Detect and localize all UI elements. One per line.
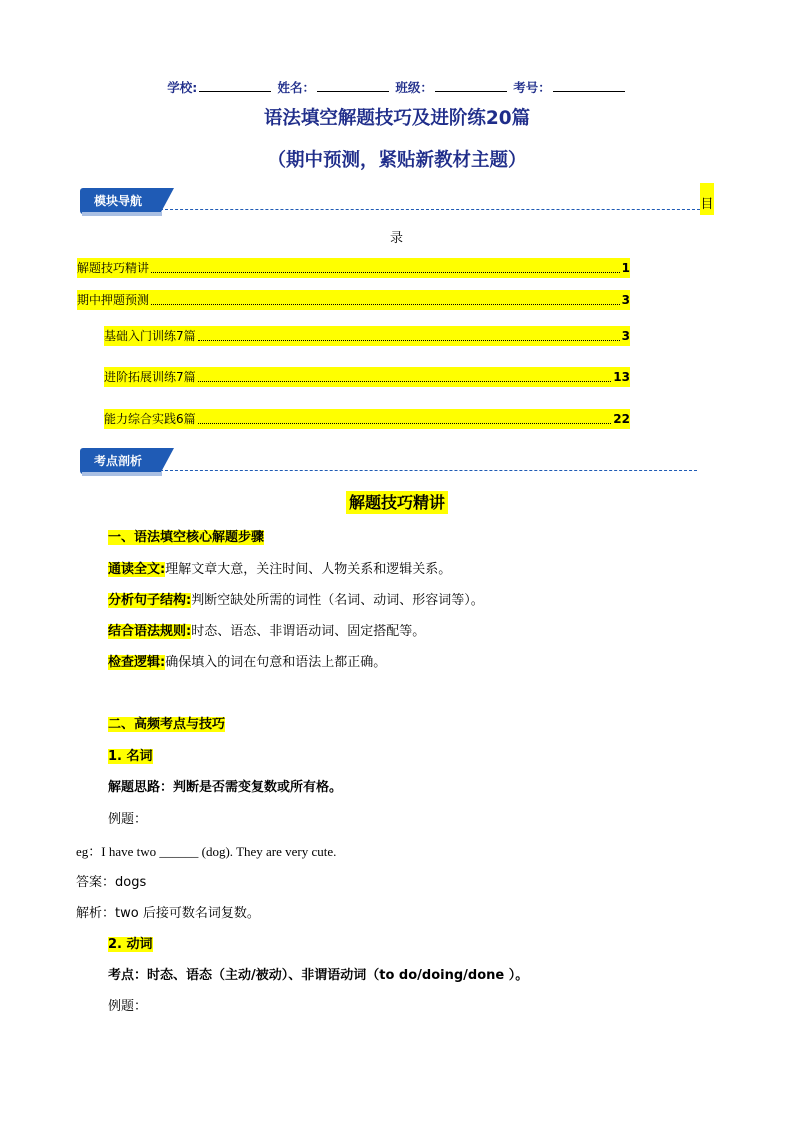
verb-example-label: 例题： [108, 999, 148, 1014]
toc-entry-label: 能力综合实践6篇 [104, 412, 196, 426]
toc-entry-page: 22 [613, 412, 630, 426]
document-subtitle: （期中预测，紧贴新教材主题） [267, 150, 527, 171]
name-label: 姓名： [277, 80, 316, 95]
class-label: 班级： [395, 80, 433, 95]
divider [160, 209, 700, 210]
noun-analysis: 解析：two 后接可数名词复数。 [76, 906, 260, 921]
toc-entry[interactable] [104, 409, 630, 429]
part2-title: 二、高频考点与技巧 [108, 717, 226, 732]
school-label: 学校: [167, 80, 198, 95]
number-blank [553, 80, 625, 92]
verb-title: 2. 动词 [108, 937, 153, 952]
toc-entry-page: 1 [621, 261, 630, 275]
step-line: 检查逻辑:确保填入的词在句意和语法上都正确。 [108, 655, 387, 670]
toc-entry-label: 解题技巧精讲 [77, 261, 150, 275]
analysis-tab-label: 考点剖析 [80, 448, 160, 474]
module-nav-label: 模块导航 [80, 188, 160, 214]
toc-entry-page: 3 [621, 329, 630, 343]
noun-idea: 解题思路：判断是否需变复数或所有格。 [108, 780, 343, 795]
school-blank [199, 80, 271, 92]
toc-entry-label: 期中押题预测 [77, 293, 150, 307]
step-line: 分析句子结构:判断空缺处所需的词性（名词、动词、形容词等）。 [108, 593, 484, 608]
student-info-line [0, 78, 794, 96]
toc-entry[interactable] [104, 326, 630, 346]
toc-entry[interactable] [77, 290, 630, 310]
step-line: 结合语法规则:时态、语态、非谓语动词、固定搭配等。 [108, 624, 426, 639]
toc-entry[interactable] [104, 367, 630, 387]
divider [160, 470, 697, 471]
noun-answer: 答案：dogs [76, 875, 147, 890]
noun-example-label: 例题： [108, 812, 148, 827]
section-heading: 解题技巧精讲 [0, 490, 794, 513]
toc-entry[interactable] [77, 258, 630, 278]
part1-title: 一、语法填空核心解题步骤 [108, 530, 265, 545]
toc-entry-page: 3 [621, 293, 630, 307]
number-label: 考号： [513, 80, 551, 95]
toc-heading-part2: 录 [390, 231, 404, 246]
toc-entry-label: 基础入门训练7篇 [104, 329, 196, 343]
toc-entry-label: 进阶拓展训练7篇 [104, 370, 196, 384]
name-blank [317, 80, 389, 92]
document-title: 语法填空解题技巧及进阶练20篇 [263, 108, 531, 129]
module-nav-tab [80, 188, 174, 214]
toc-entry-page: 13 [613, 370, 630, 384]
class-blank [435, 80, 507, 92]
noun-title: 1. 名词 [108, 749, 153, 764]
verb-point: 考点：时态、语态（主动/被动）、非谓语动词（to do/doing/done ）。 [108, 968, 529, 983]
noun-example: eg：I have two ______ (dog). They are very cute. [76, 844, 337, 859]
toc-heading-part1: 目 [700, 183, 714, 215]
step-line: 通读全文:理解文章大意，关注时间、人物关系和逻辑关系。 [108, 562, 452, 577]
